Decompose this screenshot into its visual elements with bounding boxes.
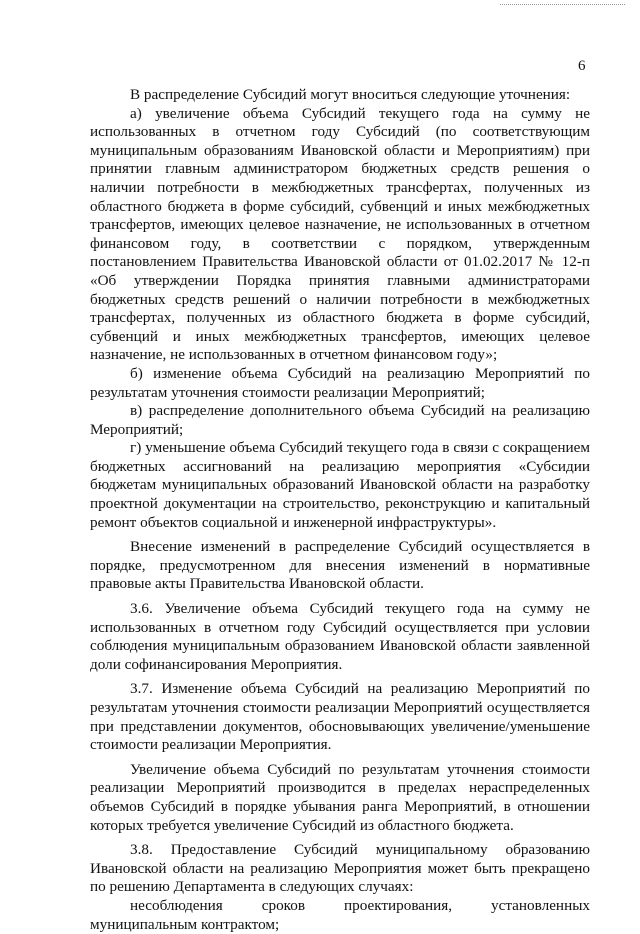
paragraph-3-6: 3.6. Увеличение объема Субсидий текущего года на сумму не использованных в отчетном году Субсидий осуществляется при условии соблюдения муниципальным образованием Ивановской области заявленной доли софинансирования Мероприятия.: [90, 600, 590, 673]
paragraph-intro: В распределение Субсидий могут вноситься следующие уточнения:: [130, 86, 571, 103]
paragraph-increase: Увеличение объема Субсидий по результатам уточнения стоимости реализации Мероприятий производится в пределах нераспределенных объемов Субсидий в порядке убывания ранга Мероприятий, в отношении которых требуется увеличение Субсидий из областного бюджета.: [90, 760, 590, 834]
document-body: [90, 86, 590, 934]
paragraph-item-v: в) распределение дополнительного объема Субсидий на реализацию Мероприятий;: [90, 402, 590, 438]
paragraph-3-8: 3.8. Предоставление Субсидий муниципальному образованию Ивановской области на реализацию Мероприятия может быть прекращено по решению Департамента в следующих случаях:: [90, 841, 590, 896]
paragraph-item-g: г) уменьшение объема Субсидий текущего года в связи с сокращением бюджетных ассигнований на реализацию мероприятия «Субсидии бюджетам муниципальных образований Ивановской области на разработку проектной документации на строительство, реконструкцию и капитальный ремонт объектов социальной и инженерной инфраструктуры».: [90, 439, 590, 531]
page-number: 6: [578, 58, 586, 74]
paragraph-case-1: несоблюдения сроков проектирования, установленных муниципальным контрактом;: [90, 896, 590, 933]
paragraph-amendments: Внесение изменений в распределение Субсидий осуществляется в порядке, предусмотренном для внесения изменений в нормативные правовые акты Правительства Ивановской области.: [90, 538, 590, 593]
paragraph-item-b: б) изменение объема Субсидий на реализацию Мероприятий по результатам уточнения стоимости реализации Мероприятий;: [90, 364, 590, 401]
header-scan-mark: [500, 4, 625, 9]
paragraph-3-7: 3.7. Изменение объема Субсидий на реализацию Мероприятий по результатам уточнения стоимости реализации Мероприятий осуществляется при представлении документов, обосновывающих увеличение/уменьшение стоимости реализации Мероприятия.: [90, 680, 590, 754]
paragraph-item-a: а) увеличение объема Субсидий текущего года на сумму не использованных в отчетном году Субсидий (по соответствующим муниципальным образованиям Ивановской области и Мероприятиям) при принятии главным администратором бюджетных средств решения о наличии потребности в межбюджетных трансфертах, полученных из областного бюджета в форме субсидий, субвенций и иных межбюджетных трансфертов, имеющих целевое назначение, не использованных в отчетном финансовом году, в соответствии с порядком, утвержденным постановлением Правительства Ивановской области от 01.02.2017 № 12-п «Об утверждении Порядка принятия главными администраторами бюджетных средств решений о наличии потребности в межбюджетных трансфертах, полученных из областного бюджета в форме субсидий, субвенций и иных межбюджетных трансфертов, имеющих целевое назначение, не использованных в отчетном финансовом году»;: [90, 104, 590, 364]
